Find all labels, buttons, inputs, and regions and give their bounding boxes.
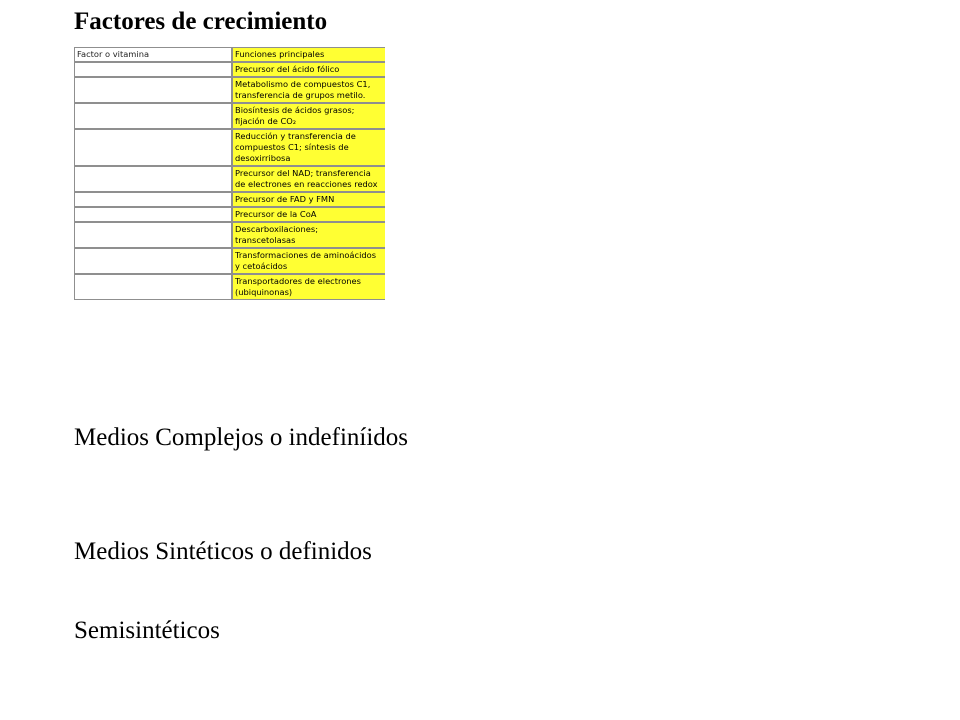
paragraph-semisynthetic-media: Semisintéticos: [74, 617, 220, 644]
function-cell: [232, 77, 385, 103]
function-cell: [232, 166, 385, 192]
function-cell: [232, 207, 385, 222]
vitamin-table-image: [74, 47, 385, 332]
table-row: [74, 77, 385, 103]
factor-cell: [74, 62, 232, 77]
function-line: transcetolasas: [235, 235, 296, 245]
factor-cell: [74, 222, 232, 248]
table-row: [74, 274, 385, 300]
factor-cell: [74, 248, 232, 274]
table-body: [74, 62, 385, 300]
function-cell: [232, 129, 385, 166]
function-line: (ubiquinonas): [235, 287, 293, 297]
factor-cell: [74, 192, 232, 207]
table-header-row: [74, 47, 385, 62]
function-line: Precursor del ácido fólico: [235, 64, 340, 74]
function-line: Reducción y transferencia de: [235, 131, 356, 141]
table-row: [74, 62, 385, 77]
function-line: fijación de CO₂: [235, 116, 297, 126]
paragraph-synthetic-media: Medios Sintéticos o definidos: [74, 538, 372, 565]
function-line: Transformaciones de aminoácidos: [235, 250, 377, 260]
function-line: Precursor del NAD; transferencia: [235, 168, 371, 178]
function-line: Transportadores de electrones: [235, 276, 361, 286]
vitamin-table: [74, 47, 385, 300]
table-row: [74, 248, 385, 274]
function-line: de electrones en reacciones redox: [235, 179, 378, 189]
function-line: compuestos C1; síntesis de: [235, 142, 349, 152]
factor-cell: [74, 166, 232, 192]
function-line: Precursor de FAD y FMN: [235, 194, 335, 204]
function-cell: [232, 274, 385, 300]
factor-cell: [74, 207, 232, 222]
slide-title: Factores de crecimiento: [74, 8, 328, 35]
function-cell: [232, 192, 385, 207]
function-line: Precursor de la CoA: [235, 209, 317, 219]
factor-cell: [74, 103, 232, 129]
function-line: transferencia de grupos metilo.: [235, 90, 366, 100]
table-row: [74, 129, 385, 166]
function-line: Metabolismo de compuestos C1,: [235, 79, 371, 89]
function-line: Descarboxilaciones;: [235, 224, 318, 234]
column-header-factor: Factor o vitamina: [74, 47, 232, 62]
function-cell: [232, 103, 385, 129]
paragraph-complex-media: Medios Complejos o indefiníidos: [74, 424, 409, 451]
function-cell: [232, 248, 385, 274]
function-line: Biosíntesis de ácidos grasos;: [235, 105, 355, 115]
factor-cell: [74, 77, 232, 103]
table-row: [74, 166, 385, 192]
function-cell: [232, 222, 385, 248]
factor-cell: [74, 129, 232, 166]
table-row: [74, 222, 385, 248]
function-line: y cetoácidos: [235, 261, 288, 271]
function-cell: [232, 62, 385, 77]
function-line: desoxirribosa: [235, 153, 291, 163]
table-row: [74, 103, 385, 129]
table-row: [74, 192, 385, 207]
table-row: [74, 207, 385, 222]
column-header-functions: Funciones principales: [232, 47, 385, 62]
factor-cell: [74, 274, 232, 300]
